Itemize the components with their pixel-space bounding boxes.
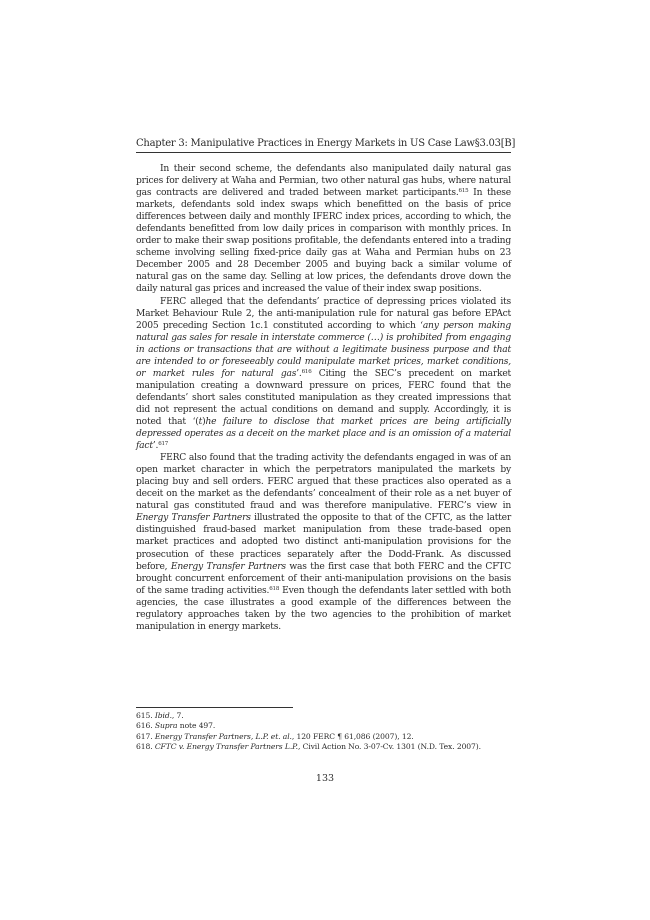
footnote: 617. Energy Transfer Partners, L.P. et. al., 120 FERC ¶ 61,086 (2007), 12.	[136, 731, 414, 741]
footnote-divider	[136, 707, 293, 708]
section-number: §3.03[B]	[474, 138, 516, 149]
footnote-ref: 615	[458, 188, 469, 195]
footnote: 618. CFTC v. Energy Transfer Partners L.P., Civil Action No. 3-07-Cv. 1301 (N.D. Tex. 2007).	[136, 742, 481, 752]
footnote-ref: 617	[158, 441, 169, 448]
footnote-ref: 616	[301, 368, 312, 375]
footnote: 616. Supra note 497.	[136, 721, 216, 731]
paragraph: In their second scheme, the defendants also manipulated daily natural gas prices for delivery at Waha and Permian, two other natural gas hubs, where natural gas contracts are delivered and traded between market participants.$^{615}$ In these markets, defendants sold index swaps which benefitted on the basis of price differences between daily and monthly IFERC index prices, according to which, the defendants benefitted from low daily prices in comparison with monthly prices. In order to make their swap positions profitable, the defendants entered into a trading scheme involving selling fixed-price daily gas at Waha and Permian hubs on 23 December 2005 and 28 December 2005 and buying back a similar volume of natural gas on the same day. Selling at low prices, the defendants drove down the daily natural gas prices and increased the value of their index swap positions.	[136, 164, 511, 295]
body-text	[136, 163, 511, 633]
paragraph: FERC alleged that the defendants’ practice of depressing prices violated its Market Behaviour Rule 2, the anti-manipulation rule for natural gas before EPAct 2005 preceding Section 1c.1 constituted according to which ‘any person making natural gas sales for resale in interstate commerce (…) is prohibited from engaging in actions or transactions that are without a legitimate business purpose and that are intended to or foreseeably could manipulate market prices, market conditions, or market rules for natural gas’.$^{616}$ Citing the SEC’s precedent on market manipulation creating a downward pressure on prices, FERC found that the defendants’ short sales constituted manipulation as they created impressions that did not represent the actual conditions on demand and supply. Accordingly, it is noted that ‘(t)he failure to disclose that market prices are being artificially depressed operates as a deceit on the market place and is an omission of a material fact’.$^{617}$	[136, 296, 512, 452]
footnote-ref: 618	[269, 585, 280, 592]
footnote: 615. Ibid., 7.	[136, 711, 184, 720]
paragraph: FERC also found that the trading activity the defendants engaged in was of an open market character in which the perpetrators manipulated the markets by placing buy and sell orders. FERC argued that these practices also operated as a deceit on the market as the defendants’ concealment of their role as a net buyer of natural gas constituted fraud and was therefore manipulative. FERC’s view in Energy Transfer Partners illustrated the opposite to that of the CFTC, as the latter distinguished fraud-based market manipulation from these trade-based open market practices and adopted two distinct anti-manipulation provisions for the prosecution of these practices separately after the Dodd-Frank. As discussed before, Energy Transfer Partners was the first case that both FERC and the CFTC brought concurrent enforcement of their anti-manipulation provisions on the basis of the same trading activities.$^{618}$ Even though the defendants later settled with both agencies, the case illustrates a good example of the differences between the regulatory approaches taken by the two agencies to the prohibition of market manipulation in energy markets.	[136, 453, 512, 632]
chapter-title: Chapter 3: Manipulative Practices in Energy Markets in US Case Law	[136, 138, 475, 149]
page-number: 133	[315, 773, 335, 784]
running-header	[136, 138, 516, 153]
footnotes	[136, 711, 516, 753]
